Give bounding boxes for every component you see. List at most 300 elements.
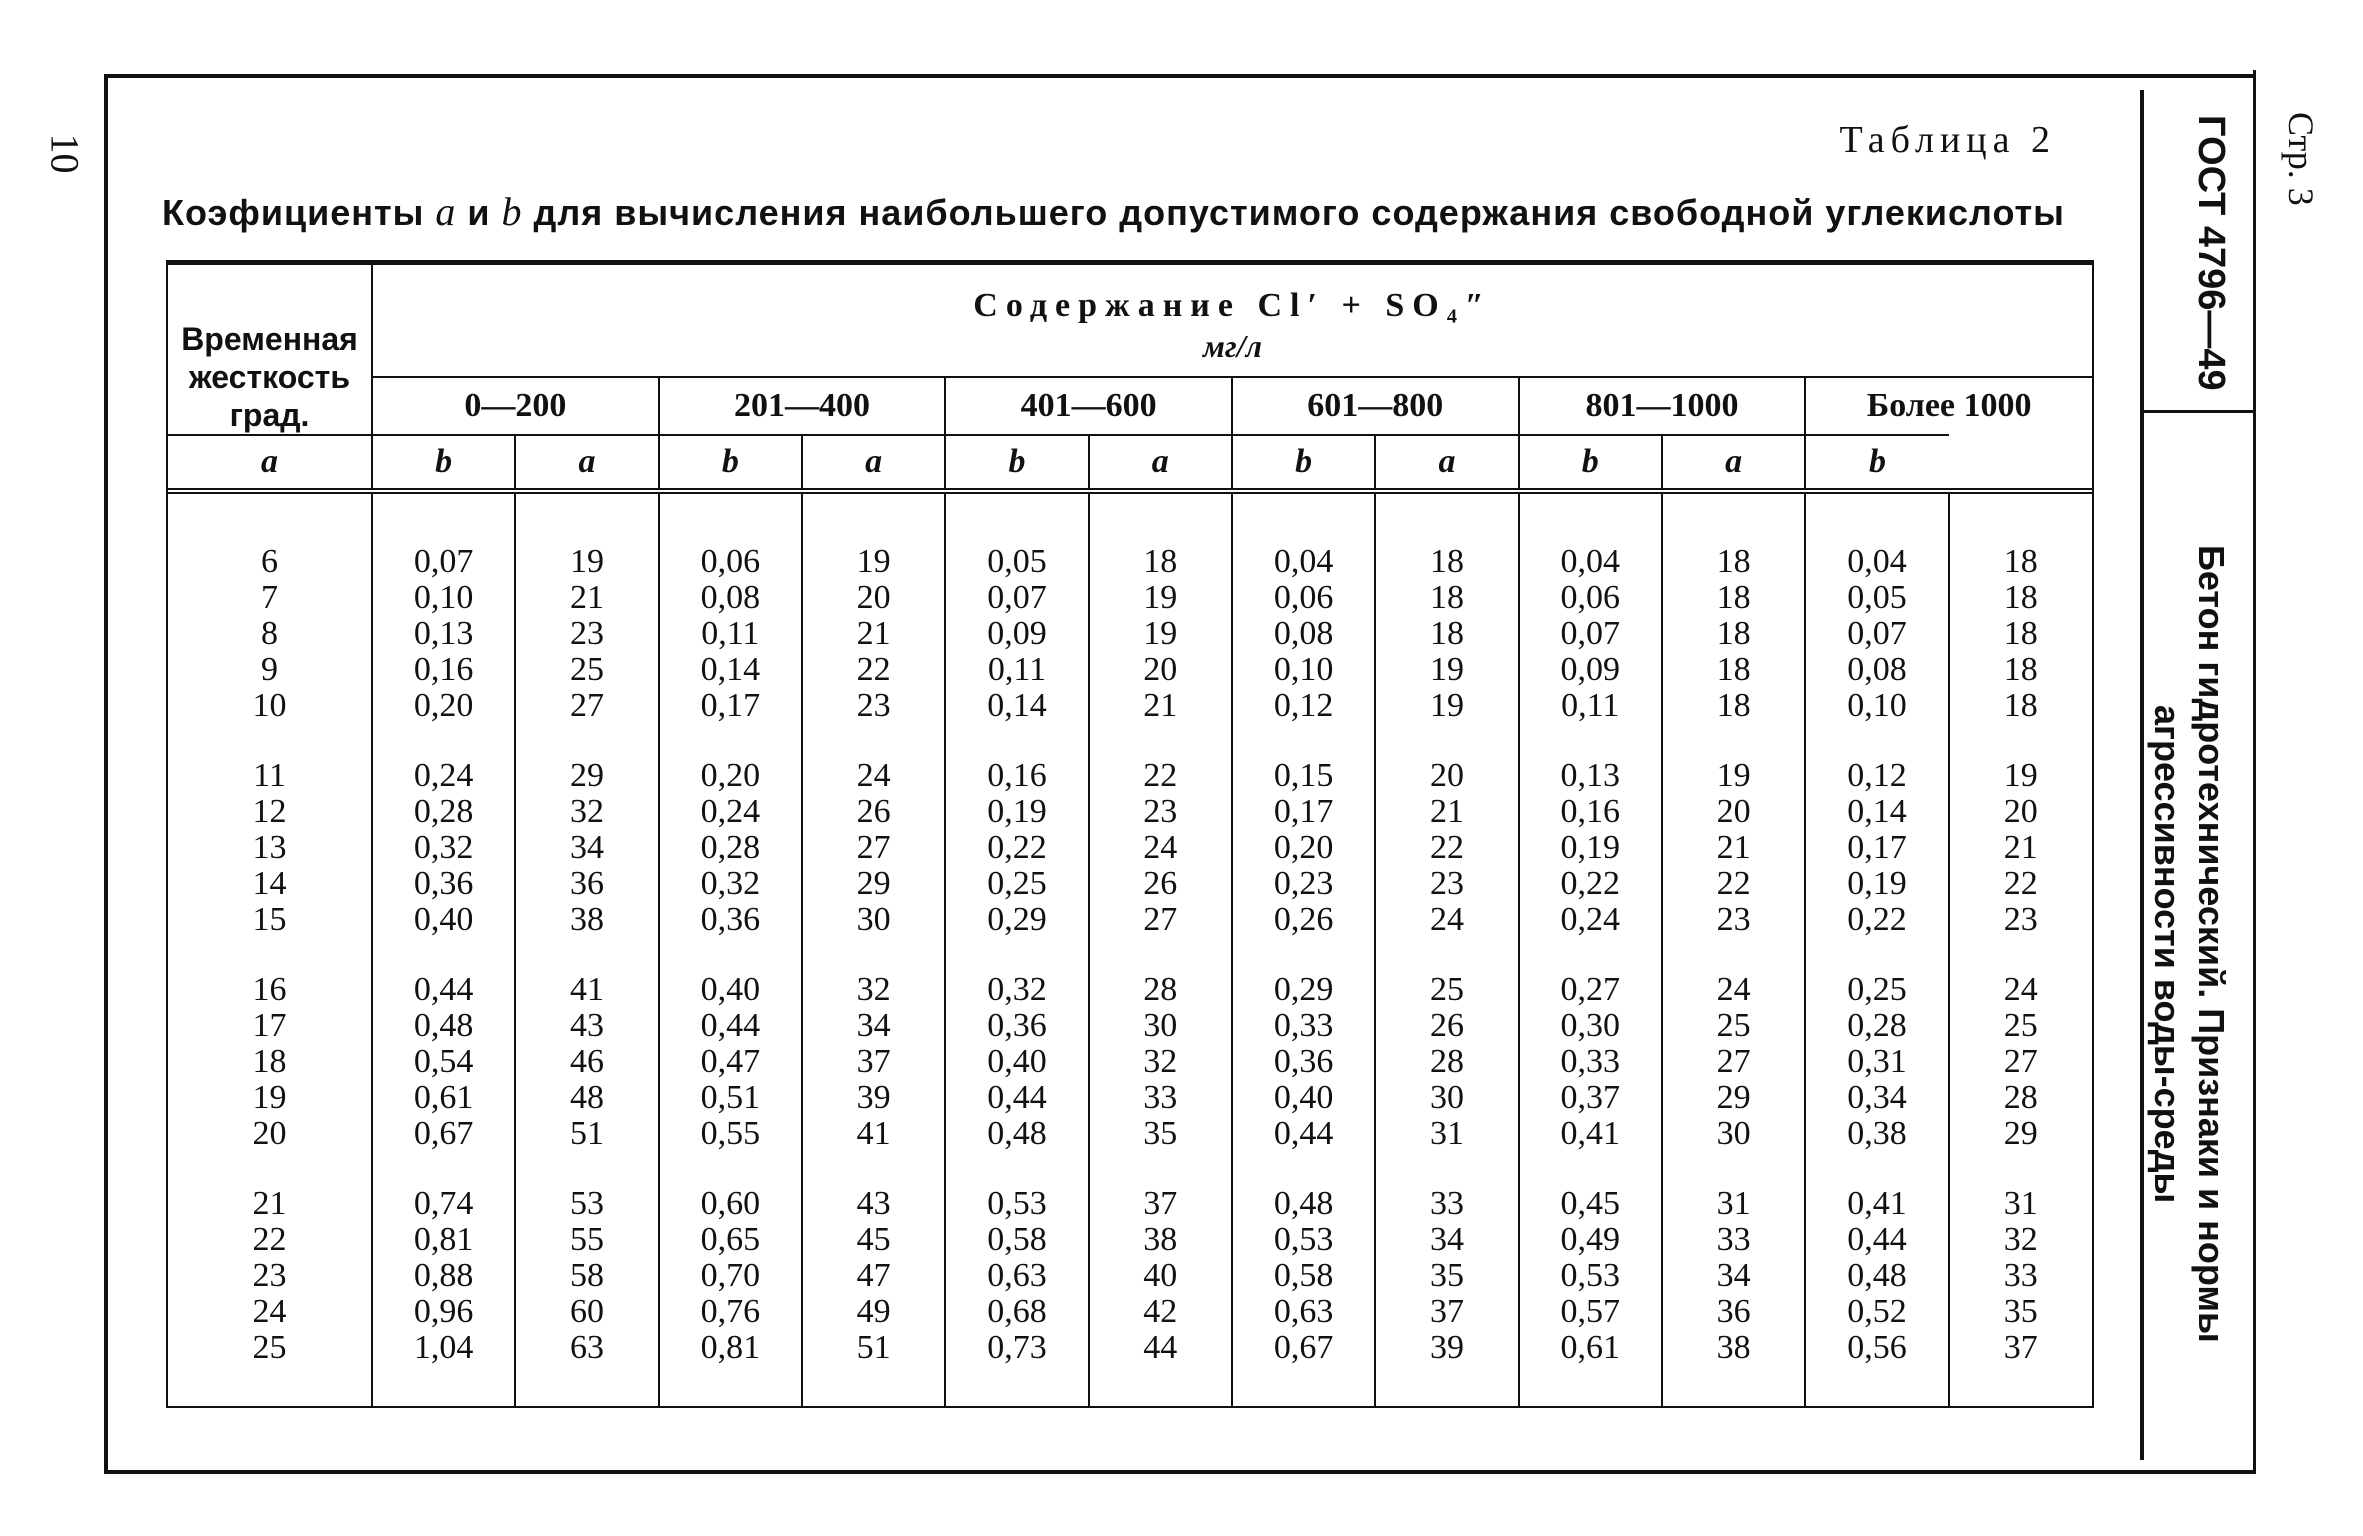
group-spacer	[168, 1152, 372, 1186]
coef-b-cell: 36	[1662, 1294, 1805, 1330]
coef-a-cell: 0,56	[1805, 1330, 1948, 1366]
bottom-spacer	[945, 1366, 1088, 1406]
group-spacer	[1805, 1152, 1948, 1186]
coef-b-cell: 47	[802, 1258, 945, 1294]
coef-b-cell: 53	[515, 1186, 658, 1222]
hardness-cell: 23	[252, 1257, 287, 1294]
coef-b-cell: 19	[1375, 688, 1518, 724]
coef-a-cell: 0,48	[372, 1008, 515, 1044]
coef-a-cell: 0,17	[1805, 830, 1948, 866]
table-row	[168, 1008, 2092, 1044]
group-spacer	[1519, 724, 1662, 758]
hardness-cell: 11	[253, 757, 286, 794]
coef-b-cell: 21	[802, 616, 945, 652]
coef-a-cell: 0,25	[1805, 972, 1948, 1008]
coef-a-cell: 0,06	[1519, 580, 1662, 616]
coef-a-cell: 0,96	[372, 1294, 515, 1330]
table-row	[168, 902, 2092, 938]
coef-a-cell: 0,16	[372, 652, 515, 688]
bottom-spacer	[1662, 1366, 1805, 1406]
group-spacer	[1662, 938, 1805, 972]
coef-a-cell: 0,11	[945, 652, 1088, 688]
table-row	[168, 688, 2092, 724]
hardness-cell: 21	[252, 1185, 287, 1222]
coef-b-cell: 33	[1662, 1222, 1805, 1258]
coef-a-cell: 0,40	[372, 902, 515, 938]
content-header: Содержание Cl′ + SO₄″	[973, 286, 1492, 324]
group-spacer	[802, 724, 945, 758]
coef-a-cell: 0,48	[945, 1116, 1088, 1152]
coef-b-header: b	[1519, 435, 1662, 491]
coef-b-cell: 19	[802, 544, 945, 580]
coef-b-cell: 28	[1375, 1044, 1518, 1080]
coef-a-cell: 0,29	[1232, 972, 1375, 1008]
hardness-cell: 10	[252, 687, 287, 724]
coef-a-cell: 0,20	[659, 758, 802, 794]
bottom-spacer	[1949, 1366, 2092, 1406]
coef-b-cell: 36	[515, 866, 658, 902]
coef-b-cell: 27	[515, 688, 658, 724]
group-spacer	[1375, 938, 1518, 972]
coef-a-cell: 0,36	[1232, 1044, 1375, 1080]
double-rule	[1232, 491, 1375, 544]
coef-a-cell: 0,23	[1232, 866, 1375, 902]
coef-a-cell: 0,60	[659, 1186, 802, 1222]
coef-a-cell: 0,07	[1519, 616, 1662, 652]
group-spacer	[659, 724, 802, 758]
coef-a-cell: 0,16	[1519, 794, 1662, 830]
coef-b-cell: 37	[802, 1044, 945, 1080]
coef-b-cell: 24	[1949, 972, 2092, 1008]
group-spacer	[802, 938, 945, 972]
coef-a-cell: 0,04	[1519, 544, 1662, 580]
table-title: Коэфициенты a и b для вычисления наибольшего допустимого содержания свободной углекислоты	[162, 189, 2065, 234]
coef-b-cell: 24	[1089, 830, 1232, 866]
coef-a-cell: 0,10	[372, 580, 515, 616]
group-spacer	[1232, 724, 1375, 758]
range-header: 801—1000	[1519, 377, 1806, 435]
coef-b-cell: 41	[802, 1116, 945, 1152]
coef-b-cell: 18	[1949, 616, 2092, 652]
coef-b-cell: 18	[1662, 616, 1805, 652]
double-rule	[1662, 491, 1805, 544]
coef-a-cell: 0,81	[659, 1330, 802, 1366]
coef-b-cell: 38	[1089, 1222, 1232, 1258]
group-spacer	[168, 938, 372, 972]
bottom-spacer	[1232, 1366, 1375, 1406]
coef-a-cell: 0,45	[1519, 1186, 1662, 1222]
coef-a-cell: 0,22	[1519, 866, 1662, 902]
coef-b-cell: 58	[515, 1258, 658, 1294]
coef-b-cell: 41	[515, 972, 658, 1008]
coef-b-cell: 31	[1949, 1186, 2092, 1222]
coef-b-cell: 35	[1949, 1294, 2092, 1330]
coef-a-cell: 0,33	[1232, 1008, 1375, 1044]
group-spacer	[168, 724, 372, 758]
coef-a-cell: 0,53	[1519, 1258, 1662, 1294]
table-row	[168, 1222, 2092, 1258]
group-spacer	[1519, 938, 1662, 972]
coef-b-cell: 26	[1089, 866, 1232, 902]
coef-b-cell: 35	[1375, 1258, 1518, 1294]
table-row	[168, 1080, 2092, 1116]
coef-a-cell: 0,48	[1805, 1258, 1948, 1294]
coef-a-cell: 0,14	[1805, 794, 1948, 830]
coef-a-header: a	[802, 435, 945, 491]
left-page-number: 10	[42, 133, 88, 174]
coef-a-cell: 0,04	[1232, 544, 1375, 580]
coef-a-cell: 0,05	[945, 544, 1088, 580]
coef-a-cell: 0,14	[945, 688, 1088, 724]
coef-a-cell: 0,65	[659, 1222, 802, 1258]
coef-a-cell: 0,48	[1232, 1186, 1375, 1222]
coef-b-cell: 18	[1949, 580, 2092, 616]
coef-b-cell: 23	[802, 688, 945, 724]
coef-a-cell: 0,25	[945, 866, 1088, 902]
hardness-cell: 17	[252, 1007, 287, 1044]
coef-b-cell: 35	[1089, 1116, 1232, 1152]
hardness-cell: 9	[261, 651, 278, 688]
coef-b-cell: 21	[1089, 688, 1232, 724]
coef-b-cell: 19	[1949, 758, 2092, 794]
double-rule	[1519, 491, 1662, 544]
coef-a-cell: 0,04	[1805, 544, 1948, 580]
coef-a-cell: 0,06	[1232, 580, 1375, 616]
coef-a-cell: 0,61	[1519, 1330, 1662, 1366]
coef-b-cell: 55	[515, 1222, 658, 1258]
coef-a-cell: 0,19	[1519, 830, 1662, 866]
bottom-spacer	[802, 1366, 945, 1406]
coef-a-cell: 0,40	[1232, 1080, 1375, 1116]
coef-b-cell: 24	[1375, 902, 1518, 938]
table-row	[168, 1186, 2092, 1222]
coef-b-cell: 18	[1949, 652, 2092, 688]
left-border-line	[104, 74, 108, 1474]
coef-a-cell: 0,10	[1232, 652, 1375, 688]
coef-a-cell: 0,12	[1232, 688, 1375, 724]
coef-b-cell: 23	[1375, 866, 1518, 902]
coef-b-cell: 18	[1375, 616, 1518, 652]
row-header: Временная жесткость град.	[168, 265, 372, 435]
double-rule	[372, 491, 515, 544]
coef-b-cell: 34	[1662, 1258, 1805, 1294]
coef-b-cell: 18	[1375, 544, 1518, 580]
coef-b-cell: 21	[1662, 830, 1805, 866]
coef-b-cell: 26	[802, 794, 945, 830]
coef-b-cell: 38	[1662, 1330, 1805, 1366]
table-row	[168, 830, 2092, 866]
group-spacer	[1089, 1152, 1232, 1186]
coef-a-cell: 0,55	[659, 1116, 802, 1152]
coef-a-cell: 0,20	[372, 688, 515, 724]
coef-b-cell: 23	[1662, 902, 1805, 938]
coef-a-cell: 0,08	[1805, 652, 1948, 688]
group-spacer	[515, 724, 658, 758]
bottom-spacer	[515, 1366, 658, 1406]
table-label: Таблица 2	[1839, 119, 2056, 161]
coef-b-cell: 26	[1375, 1008, 1518, 1044]
coef-a-cell: 0,67	[1232, 1330, 1375, 1366]
coef-b-cell: 19	[1662, 758, 1805, 794]
coef-a-cell: 0,27	[1519, 972, 1662, 1008]
coef-b-cell: 33	[1089, 1080, 1232, 1116]
coef-b-cell: 42	[1089, 1294, 1232, 1330]
group-spacer	[1949, 1152, 2092, 1186]
coef-b-cell: 27	[1949, 1044, 2092, 1080]
coef-b-cell: 22	[1375, 830, 1518, 866]
hardness-cell: 13	[252, 829, 287, 866]
coef-b-cell: 18	[1375, 580, 1518, 616]
hardness-cell: 12	[252, 793, 287, 830]
double-rule	[1805, 491, 1948, 544]
coef-b-cell: 27	[1662, 1044, 1805, 1080]
table-row	[168, 652, 2092, 688]
hardness-cell: 20	[252, 1115, 287, 1152]
coef-a-cell: 0,30	[1519, 1008, 1662, 1044]
coef-a-cell: 0,24	[372, 758, 515, 794]
coef-b-cell: 29	[802, 866, 945, 902]
double-rule	[1089, 491, 1232, 544]
hardness-cell: 24	[252, 1293, 287, 1330]
coef-b-cell: 21	[1949, 830, 2092, 866]
coef-a-cell: 0,28	[659, 830, 802, 866]
coef-b-cell: 31	[1375, 1116, 1518, 1152]
bottom-spacer	[1375, 1366, 1518, 1406]
coef-a-cell: 0,09	[1519, 652, 1662, 688]
coef-a-cell: 0,05	[1805, 580, 1948, 616]
coef-b-cell: 21	[1375, 794, 1518, 830]
coef-b-cell: 24	[802, 758, 945, 794]
bottom-spacer	[1519, 1366, 1662, 1406]
coef-b-cell: 51	[802, 1330, 945, 1366]
double-rule	[1375, 491, 1518, 544]
bottom-spacer	[1805, 1366, 1948, 1406]
hardness-cell: 15	[252, 901, 287, 938]
group-spacer	[372, 938, 515, 972]
coef-a-cell: 0,70	[659, 1258, 802, 1294]
range-header: 401—600	[945, 377, 1232, 435]
coef-b-cell: 20	[1375, 758, 1518, 794]
coef-a-cell: 0,32	[945, 972, 1088, 1008]
coef-a-cell: 0,51	[659, 1080, 802, 1116]
coef-b-cell: 28	[1949, 1080, 2092, 1116]
bottom-spacer	[372, 1366, 515, 1406]
coef-a-cell: 0,13	[1519, 758, 1662, 794]
coef-a-cell: 0,20	[1232, 830, 1375, 866]
coef-a-cell: 0,13	[372, 616, 515, 652]
coef-a-cell: 0,41	[1805, 1186, 1948, 1222]
coef-a-cell: 0,32	[659, 866, 802, 902]
table-row	[168, 1116, 2092, 1152]
coef-b-cell: 32	[802, 972, 945, 1008]
coef-b-cell: 25	[515, 652, 658, 688]
coef-a-cell: 0,11	[1519, 688, 1662, 724]
coef-b-cell: 20	[802, 580, 945, 616]
coef-b-cell: 28	[1089, 972, 1232, 1008]
coef-b-cell: 39	[802, 1080, 945, 1116]
coef-a-cell: 0,19	[945, 794, 1088, 830]
coef-a-cell: 0,07	[945, 580, 1088, 616]
coef-a-cell: 0,17	[659, 688, 802, 724]
coef-a-cell: 0,88	[372, 1258, 515, 1294]
coef-b-cell: 49	[802, 1294, 945, 1330]
double-rule	[659, 491, 802, 544]
coef-a-cell: 0,58	[945, 1222, 1088, 1258]
coef-a-cell: 0,06	[659, 544, 802, 580]
double-rule	[168, 491, 372, 544]
coef-a-cell: 0,61	[372, 1080, 515, 1116]
coef-b-cell: 23	[1089, 794, 1232, 830]
coef-b-cell: 18	[1089, 544, 1232, 580]
table-row	[168, 580, 2092, 616]
coef-b-cell: 43	[802, 1186, 945, 1222]
coef-b-cell: 60	[515, 1294, 658, 1330]
coef-a-cell: 0,22	[1805, 902, 1948, 938]
table-row	[168, 1330, 2092, 1366]
group-spacer	[1089, 938, 1232, 972]
coef-a-cell: 0,08	[1232, 616, 1375, 652]
group-spacer	[1662, 724, 1805, 758]
coef-b-cell: 33	[1949, 1258, 2092, 1294]
table-row	[168, 1258, 2092, 1294]
hardness-cell: 14	[252, 865, 287, 902]
range-header: 0—200	[372, 377, 659, 435]
table-row	[168, 758, 2092, 794]
coef-a-header: a	[1662, 435, 1805, 491]
coef-b-cell: 18	[1949, 688, 2092, 724]
right-page-reference: Стр. 3	[2281, 112, 2321, 206]
range-header: 601—800	[1232, 377, 1519, 435]
coef-a-cell: 0,67	[372, 1116, 515, 1152]
far-right-border	[2253, 70, 2256, 1474]
coef-b-cell: 19	[1089, 580, 1232, 616]
coef-b-cell: 34	[515, 830, 658, 866]
coef-b-cell: 20	[1662, 794, 1805, 830]
table-row	[168, 972, 2092, 1008]
coef-a-cell: 0,09	[945, 616, 1088, 652]
top-border-line	[108, 74, 2253, 78]
coef-b-cell: 51	[515, 1116, 658, 1152]
coef-b-cell: 29	[1949, 1116, 2092, 1152]
hardness-cell: 19	[252, 1079, 287, 1116]
coef-a-header: a	[1089, 435, 1232, 491]
coef-a-cell: 0,74	[372, 1186, 515, 1222]
table-row	[168, 866, 2092, 902]
bottom-spacer	[1089, 1366, 1232, 1406]
coef-a-header: a	[1375, 435, 1518, 491]
group-spacer	[1232, 1152, 1375, 1186]
coef-b-cell: 44	[1089, 1330, 1232, 1366]
coef-b-cell: 19	[515, 544, 658, 580]
group-spacer	[659, 938, 802, 972]
coef-a-cell: 0,37	[1519, 1080, 1662, 1116]
hardness-cell: 6	[261, 543, 278, 580]
table-row	[168, 1294, 2092, 1330]
group-spacer	[372, 1152, 515, 1186]
coef-a-cell: 0,63	[945, 1258, 1088, 1294]
coef-a-cell: 0,58	[1232, 1258, 1375, 1294]
coef-b-cell: 37	[1375, 1294, 1518, 1330]
bottom-spacer	[168, 1366, 372, 1406]
coef-b-cell: 34	[1375, 1222, 1518, 1258]
group-spacer	[945, 724, 1088, 758]
group-spacer	[1519, 1152, 1662, 1186]
coef-b-cell: 45	[802, 1222, 945, 1258]
coef-b-cell: 30	[1089, 1008, 1232, 1044]
coef-a-cell: 1,04	[372, 1330, 515, 1366]
group-spacer	[1805, 724, 1948, 758]
coef-b-cell: 23	[1949, 902, 2092, 938]
coef-b-cell: 34	[802, 1008, 945, 1044]
bottom-border-line	[108, 1470, 2253, 1474]
double-rule	[1949, 491, 2092, 544]
coef-b-cell: 22	[1662, 866, 1805, 902]
coef-a-cell: 0,76	[659, 1294, 802, 1330]
coef-b-cell: 18	[1949, 544, 2092, 580]
coef-a-cell: 0,40	[659, 972, 802, 1008]
coef-a-cell: 0,19	[1805, 866, 1948, 902]
coef-b-cell: 18	[1662, 652, 1805, 688]
coef-a-cell: 0,26	[1232, 902, 1375, 938]
coef-a-cell: 0,81	[372, 1222, 515, 1258]
group-spacer	[945, 938, 1088, 972]
coef-b-cell: 63	[515, 1330, 658, 1366]
coef-b-cell: 32	[515, 794, 658, 830]
coef-a-cell: 0,28	[372, 794, 515, 830]
coef-b-cell: 18	[1662, 544, 1805, 580]
coef-b-cell: 30	[802, 902, 945, 938]
coef-a-cell: 0,53	[945, 1186, 1088, 1222]
hardness-cell: 7	[261, 579, 278, 616]
coef-b-cell: 32	[1089, 1044, 1232, 1080]
hardness-cell: 16	[252, 971, 287, 1008]
coef-a-cell: 0,11	[659, 616, 802, 652]
coef-a-cell: 0,07	[372, 544, 515, 580]
coef-b-cell: 19	[1089, 616, 1232, 652]
group-spacer	[1949, 724, 2092, 758]
coef-a-cell: 0,34	[1805, 1080, 1948, 1116]
coef-b-header: b	[659, 435, 802, 491]
coef-a-cell: 0,44	[1805, 1222, 1948, 1258]
coef-a-cell: 0,41	[1519, 1116, 1662, 1152]
table-row	[168, 616, 2092, 652]
coef-a-cell: 0,36	[945, 1008, 1088, 1044]
coef-b-cell: 33	[1375, 1186, 1518, 1222]
coef-a-cell: 0,28	[1805, 1008, 1948, 1044]
hardness-cell: 22	[252, 1221, 287, 1258]
coef-a-cell: 0,10	[1805, 688, 1948, 724]
coef-b-cell: 22	[1949, 866, 2092, 902]
coef-b-cell: 30	[1375, 1080, 1518, 1116]
group-spacer	[515, 1152, 658, 1186]
coef-a-cell: 0,24	[1519, 902, 1662, 938]
group-spacer	[515, 938, 658, 972]
coef-a-cell: 0,53	[1232, 1222, 1375, 1258]
coef-a-cell: 0,44	[372, 972, 515, 1008]
group-spacer	[372, 724, 515, 758]
range-header: 201—400	[659, 377, 946, 435]
coef-b-header: b	[945, 435, 1088, 491]
double-rule	[945, 491, 1088, 544]
coef-b-cell: 38	[515, 902, 658, 938]
table-row	[168, 1044, 2092, 1080]
coef-a-cell: 0,38	[1805, 1116, 1948, 1152]
coef-b-cell: 30	[1662, 1116, 1805, 1152]
coef-a-cell: 0,63	[1232, 1294, 1375, 1330]
coef-a-cell: 0,36	[372, 866, 515, 902]
coef-a-cell: 0,33	[1519, 1044, 1662, 1080]
coef-a-cell: 0,08	[659, 580, 802, 616]
